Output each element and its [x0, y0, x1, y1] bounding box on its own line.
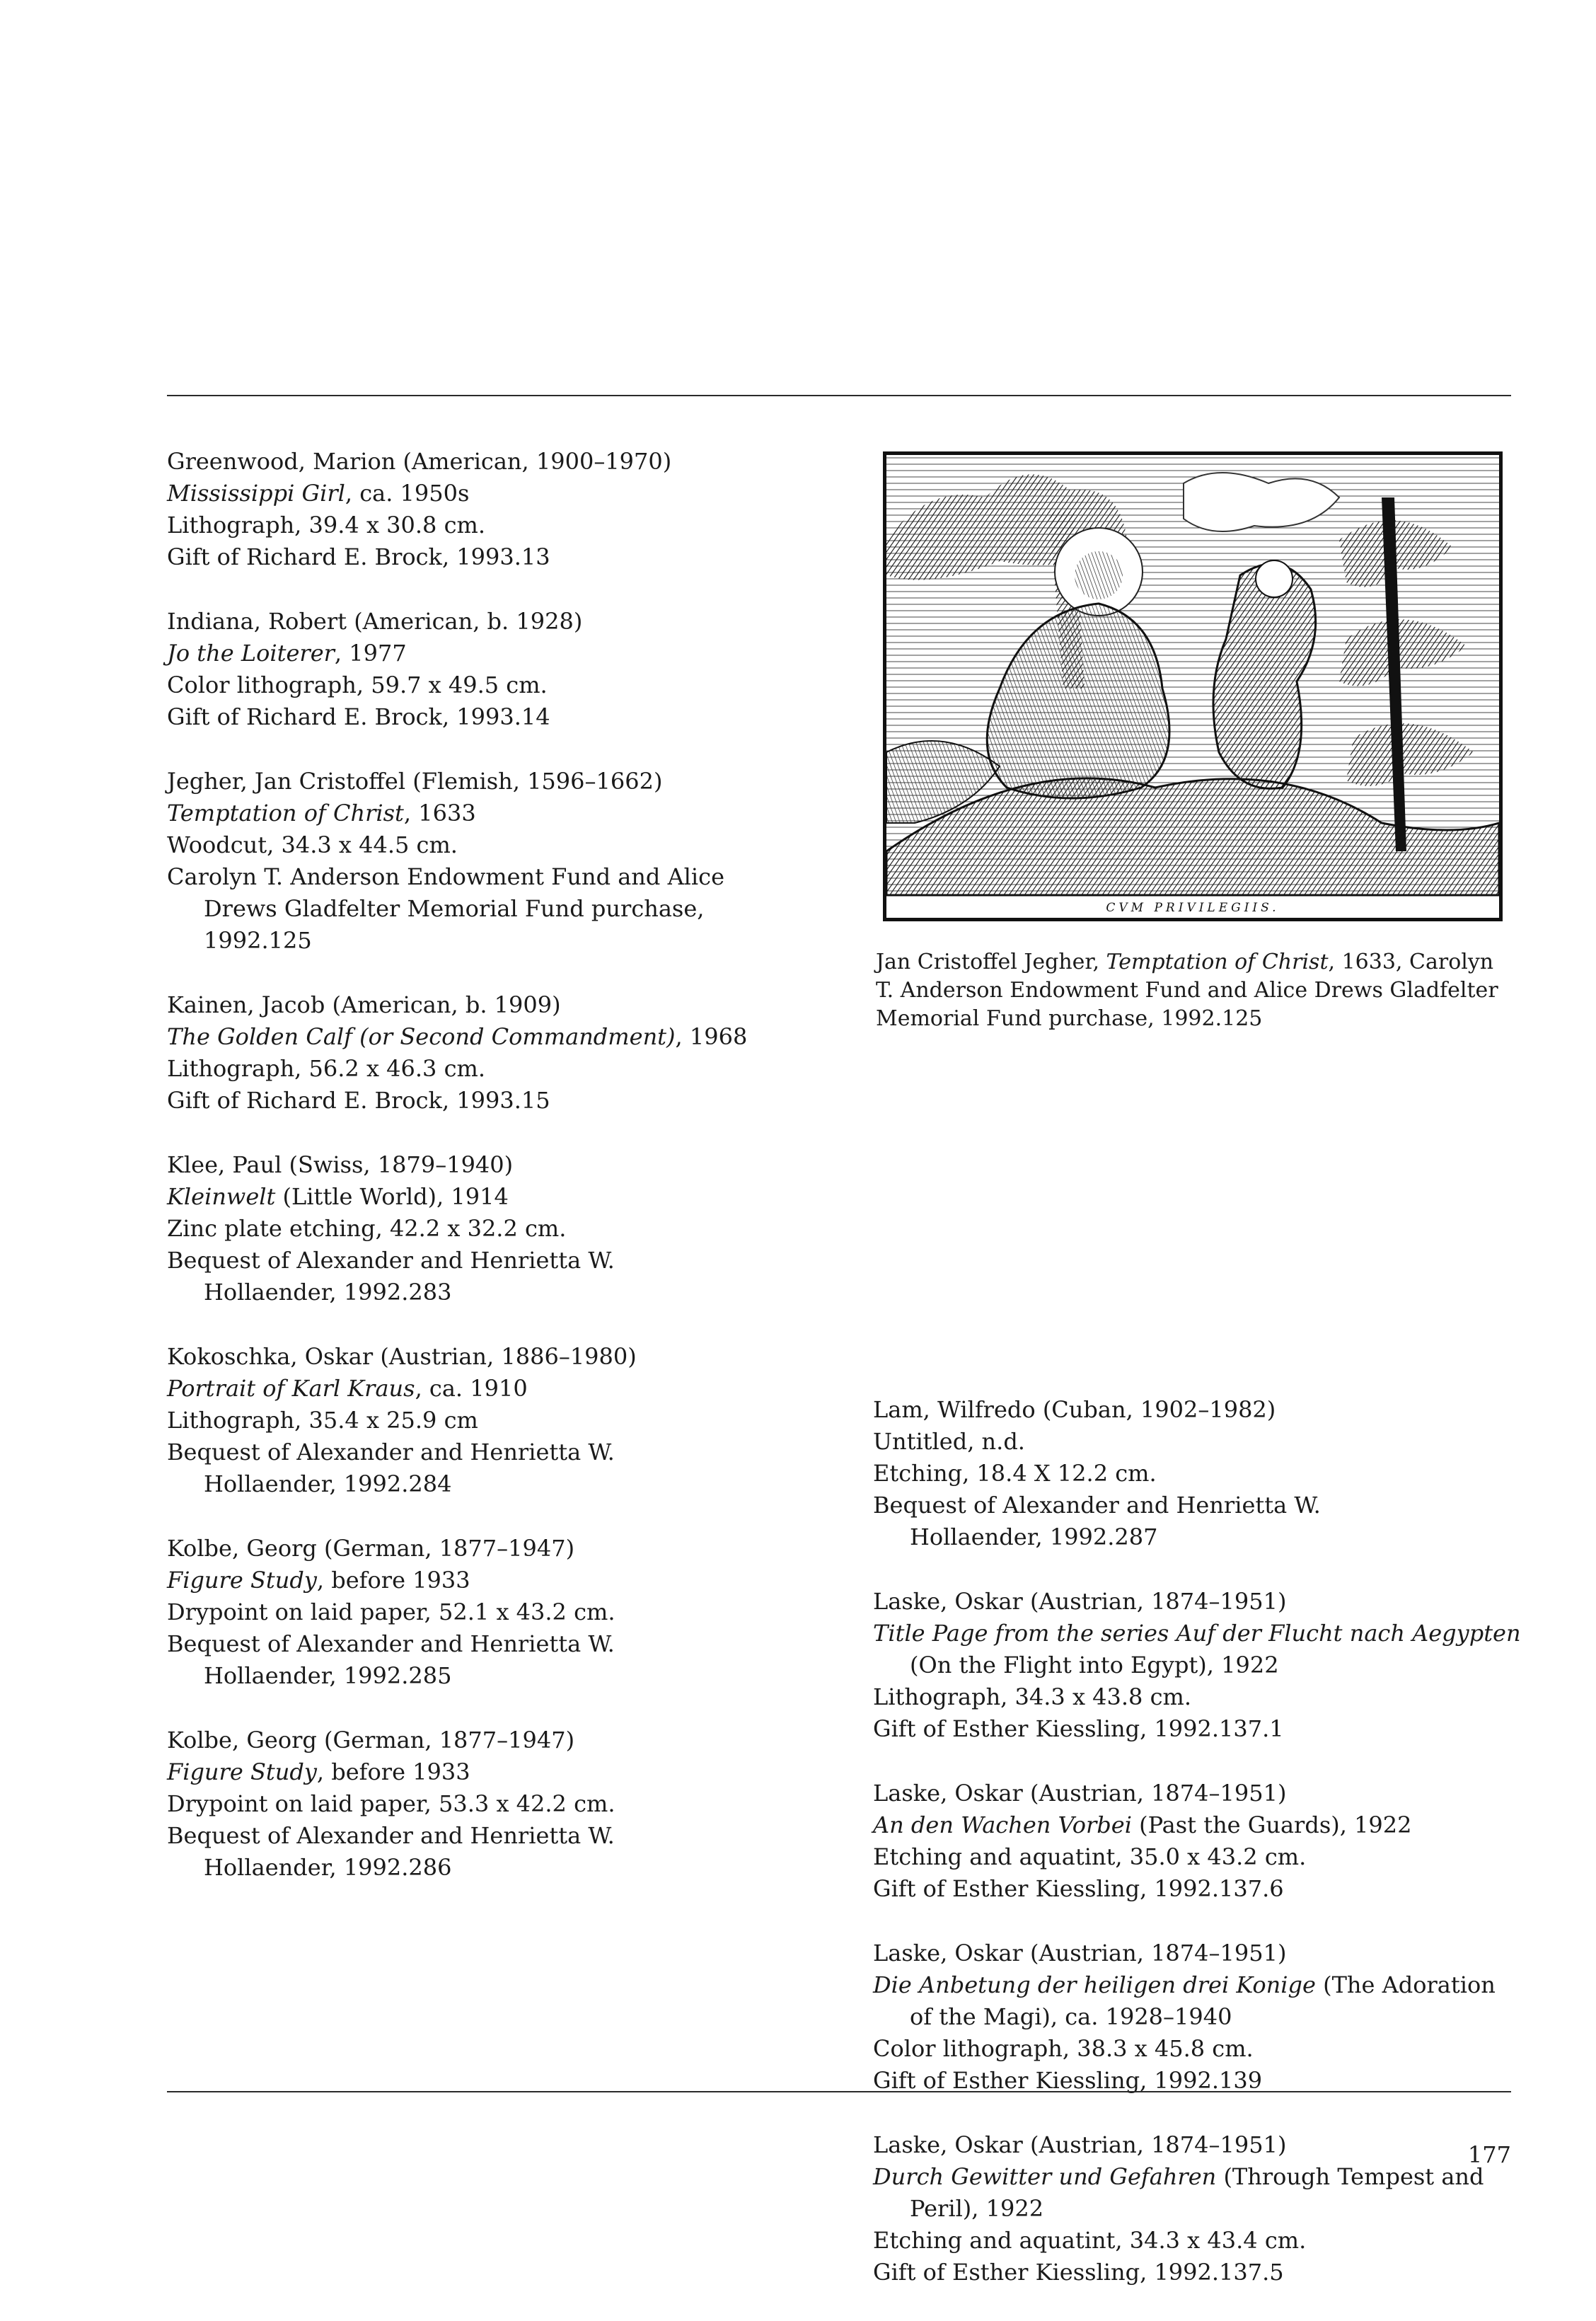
work-date: , before 1933	[316, 1758, 470, 1785]
catalog-entry	[167, 989, 804, 1117]
work-title	[873, 1809, 1524, 1841]
woodcut-illustration	[883, 451, 1503, 921]
artist: Kokoschka, Oskar (Austrian, 1886–1980)	[167, 1343, 637, 1370]
work-date: (Past the Guards), 1922	[1131, 1812, 1412, 1838]
work-title	[167, 638, 804, 669]
work-title	[167, 1021, 804, 1053]
artist: Jegher, Jan Cristoffel (Flemish, 1596–1662)	[167, 768, 663, 795]
work-subtitle: (The Adoration	[1315, 1971, 1496, 1998]
work-date: , 1968	[675, 1023, 748, 1050]
work-title-italic: Kleinwelt	[167, 1183, 276, 1210]
page-number: 177	[1467, 2141, 1511, 2168]
work-title-italic: Temptation of Christ	[167, 800, 404, 827]
credit-line: Gift of Richard E. Brock, 1993.13	[167, 543, 550, 570]
artist: Kolbe, Georg (German, 1877–1947)	[167, 1727, 575, 1753]
credit-line: Bequest of Alexander and Henrietta W.	[167, 1822, 615, 1849]
medium: Zinc plate etching, 42.2 x 32.2 cm.	[167, 1215, 567, 1242]
bottom-rule	[167, 2091, 1511, 2092]
work-date: , 1633	[403, 800, 476, 827]
catalog-entry	[167, 1724, 804, 1884]
work-title	[167, 1756, 804, 1788]
artist: Laske, Oskar (Austrian, 1874–1951)	[873, 1780, 1287, 1807]
catalog-entry	[167, 606, 804, 733]
work-title	[167, 797, 804, 829]
credit-line: Hollaender, 1992.286	[204, 1854, 452, 1881]
caption-title: Temptation of Christ	[1106, 950, 1329, 974]
work-date: , ca. 1950s	[345, 480, 470, 507]
work-title-italic: The Golden Calf (or Second Commandment)	[167, 1023, 676, 1050]
credit-line: Hollaender, 1992.287	[910, 1524, 1158, 1550]
work-title-italic: Jo the Loiterer	[167, 640, 335, 667]
medium: Woodcut, 34.3 x 44.5 cm.	[167, 831, 458, 858]
right-column	[873, 1394, 1524, 2321]
work-title-italic: Figure Study	[167, 1758, 317, 1785]
credit-line: Gift of Richard E. Brock, 1993.14	[167, 703, 550, 730]
artist: Laske, Oskar (Austrian, 1874–1951)	[873, 1940, 1287, 1966]
artist: Lam, Wilfredo (Cuban, 1902–1982)	[873, 1396, 1276, 1423]
work-title	[873, 1969, 1524, 2001]
credit-line: Hollaender, 1992.285	[204, 1662, 452, 1689]
credit-line: Gift of Richard E. Brock, 1993.15	[167, 1087, 550, 1114]
credit-line: Bequest of Alexander and Henrietta W.	[873, 1492, 1321, 1519]
credit-line: Hollaender, 1992.283	[204, 1279, 452, 1306]
catalog-entry	[873, 2129, 1524, 2288]
medium: Lithograph, 34.3 x 43.8 cm.	[873, 1683, 1192, 1710]
work-title	[167, 478, 804, 509]
artist: Kainen, Jacob (American, b. 1909)	[167, 991, 561, 1018]
catalog-entry	[167, 446, 804, 573]
artist: Indiana, Robert (American, b. 1928)	[167, 608, 583, 635]
credit-line: Gift of Esther Kiessling, 1992.137.5	[873, 2259, 1284, 2286]
medium: Lithograph, 39.4 x 30.8 cm.	[167, 512, 486, 539]
medium: Color lithograph, 38.3 x 45.8 cm.	[873, 2035, 1254, 2062]
catalog-entry	[167, 1341, 804, 1500]
medium: Drypoint on laid paper, 52.1 x 43.2 cm.	[167, 1599, 615, 1625]
catalog-entry	[167, 1149, 804, 1308]
artist: Kolbe, Georg (German, 1877–1947)	[167, 1535, 575, 1562]
work-title: Untitled, n.d.	[873, 1428, 1025, 1455]
medium: Lithograph, 56.2 x 46.3 cm.	[167, 1055, 486, 1082]
work-title-continued: (On the Flight into Egypt), 1922	[910, 1652, 1279, 1678]
medium: Etching and aquatint, 35.0 x 43.2 cm.	[873, 1843, 1307, 1870]
woodcut-image	[886, 455, 1499, 918]
work-title	[167, 1181, 804, 1213]
artist: Laske, Oskar (Austrian, 1874–1951)	[873, 2131, 1287, 2158]
credit-line: Drews Gladfelter Memorial Fund purchase,	[204, 895, 705, 922]
credit-line: Carolyn T. Anderson Endowment Fund and Alice	[167, 863, 724, 890]
credit-line: Bequest of Alexander and Henrietta W.	[167, 1247, 615, 1274]
medium: Etching, 18.4 X 12.2 cm.	[873, 1460, 1157, 1487]
work-title-italic: Die Anbetung der heiligen drei Konige	[873, 1971, 1316, 1998]
credit-line: Hollaender, 1992.284	[204, 1470, 452, 1497]
catalog-entry	[873, 1778, 1524, 1905]
medium: Color lithograph, 59.7 x 49.5 cm.	[167, 672, 548, 698]
work-subtitle: (Through Tempest and	[1216, 2163, 1484, 2190]
catalog-entry	[167, 1533, 804, 1692]
work-title	[167, 1565, 804, 1596]
work-date: , 1977	[334, 640, 407, 667]
work-title-italic: Figure Study	[167, 1567, 317, 1594]
credit-line: Gift of Esther Kiessling, 1992.137.6	[873, 1875, 1284, 1902]
work-title	[167, 1373, 804, 1405]
work-date: , before 1933	[316, 1567, 470, 1594]
work-title-italic: An den Wachen Vorbei	[873, 1812, 1132, 1838]
credit-line: 1992.125	[204, 927, 312, 954]
credit-line: Bequest of Alexander and Henrietta W.	[167, 1439, 615, 1465]
catalog-entry	[167, 766, 804, 957]
credit-line: Gift of Esther Kiessling, 1992.139	[873, 2067, 1263, 2094]
work-title-italic: Durch Gewitter und Gefahren	[873, 2163, 1217, 2190]
top-rule	[167, 395, 1511, 396]
credit-line: Gift of Esther Kiessling, 1992.137.1	[873, 1715, 1284, 1742]
catalog-entry	[873, 1586, 1524, 1745]
work-date: (Little World), 1914	[275, 1183, 509, 1210]
work-date: , ca. 1910	[415, 1375, 528, 1402]
artist: Laske, Oskar (Austrian, 1874–1951)	[873, 1588, 1287, 1615]
medium: Etching and aquatint, 34.3 x 43.4 cm.	[873, 2227, 1307, 2254]
left-column	[167, 446, 804, 1916]
credit-line: Bequest of Alexander and Henrietta W.	[167, 1630, 615, 1657]
caption-artist: Jan Cristoffel Jegher,	[876, 950, 1106, 974]
work-title-italic: Title Page from the series Auf der Flucht nach Aegypten	[873, 1620, 1521, 1647]
work-title-italic: Mississippi Girl	[167, 480, 345, 507]
catalog-entry	[873, 1394, 1524, 1553]
catalog-entry	[873, 1937, 1524, 2097]
caption-details: , 1633, Carolyn T. Anderson Endowment Fund and Alice Drews Gladfelter Memorial Fund purchase, 1992.125	[876, 950, 1498, 1031]
work-title	[873, 2161, 1524, 2193]
work-title-continued: Peril), 1922	[910, 2195, 1044, 2222]
figure-caption	[876, 948, 1513, 1033]
figure-inscription: CVM PRIVILEGIIS.	[1106, 901, 1280, 915]
artist: Klee, Paul (Swiss, 1879–1940)	[167, 1151, 514, 1178]
work-title-continued: of the Magi), ca. 1928–1940	[910, 2003, 1232, 2030]
medium: Drypoint on laid paper, 53.3 x 42.2 cm.	[167, 1790, 615, 1817]
work-title-italic: Portrait of Karl Kraus	[167, 1375, 415, 1402]
artist: Greenwood, Marion (American, 1900–1970)	[167, 448, 672, 475]
medium: Lithograph, 35.4 x 25.9 cm	[167, 1407, 478, 1434]
